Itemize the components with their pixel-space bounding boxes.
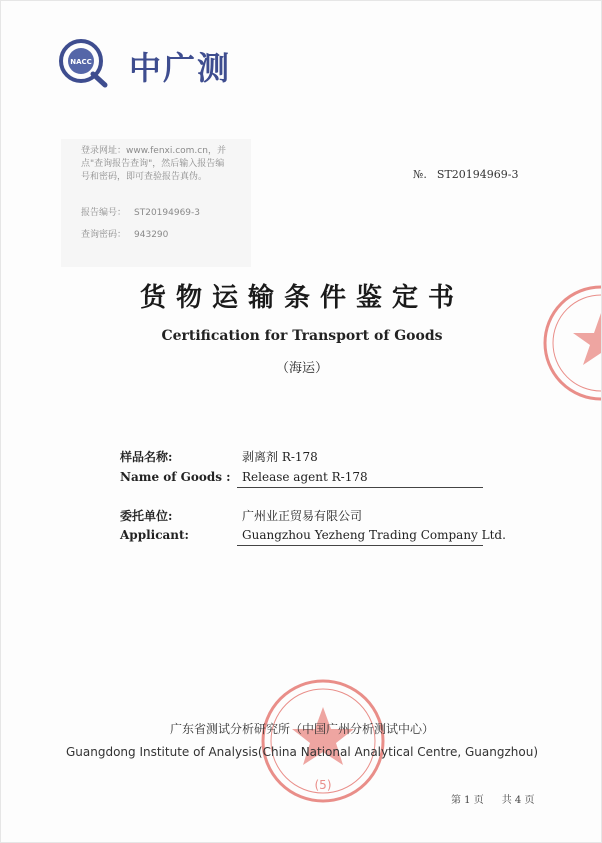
applicant-value-cn: 广州业正贸易有限公司 [242, 509, 363, 523]
slip-password-label: 查询密码： [81, 230, 127, 240]
page-number [451, 791, 534, 806]
institution-name-cn: 广东省测试分析研究所（中国广州分析测试中心） [169, 722, 434, 736]
institution-name-en: Guangdong Institute of Analysis(China National Analytical Centre, Guangzhou) [65, 745, 539, 759]
logo-badge-text: NACC [70, 58, 92, 66]
slip-password-row [81, 229, 168, 242]
goods-underline [237, 487, 483, 488]
document-subtitle: （海运） [275, 361, 328, 376]
applicant-value-en: Guangzhou Yezheng Trading Company Ltd. [242, 528, 506, 542]
goods-value-en: Release agent R-178 [242, 470, 368, 484]
report-number-label: №. [413, 168, 427, 181]
official-seal-bottom [259, 677, 387, 805]
verification-slip [61, 139, 251, 267]
goods-label-en: Name of Goods : [120, 470, 231, 484]
goods-value-cn: 剥离剂 R-178 [242, 450, 318, 464]
goods-label-cn: 样品名称: [120, 450, 173, 464]
slip-password-value: 943290 [134, 230, 169, 240]
page-total: 共 4 页 [501, 795, 535, 806]
slip-report-no-label: 报告编号： [81, 208, 127, 218]
official-seal-right [541, 283, 602, 403]
report-number-value: ST20194969-3 [436, 168, 519, 181]
slip-report-no-row [81, 207, 200, 220]
applicant-label-cn: 委托单位: [120, 509, 173, 523]
verification-note: 登录网址：www.fenxi.com.cn，并点"查询报告查询"，然后输入报告编号和密码，即可查验报告真伪。 [81, 146, 226, 182]
report-number [413, 168, 518, 181]
document-title-cn: 货物运输条件鉴定书 [139, 283, 464, 313]
applicant-underline [237, 545, 483, 546]
document-title-en: Certification for Transport of Goods [161, 328, 443, 344]
seal-number: (5) [314, 778, 332, 792]
logo [57, 37, 257, 89]
nacc-logo-icon [57, 37, 117, 89]
logo-text: 中广测 [129, 49, 232, 87]
applicant-label-en: Applicant: [120, 528, 189, 542]
page-current: 第 1 页 [451, 795, 484, 806]
slip-report-no-value: ST20194969-3 [134, 208, 201, 218]
